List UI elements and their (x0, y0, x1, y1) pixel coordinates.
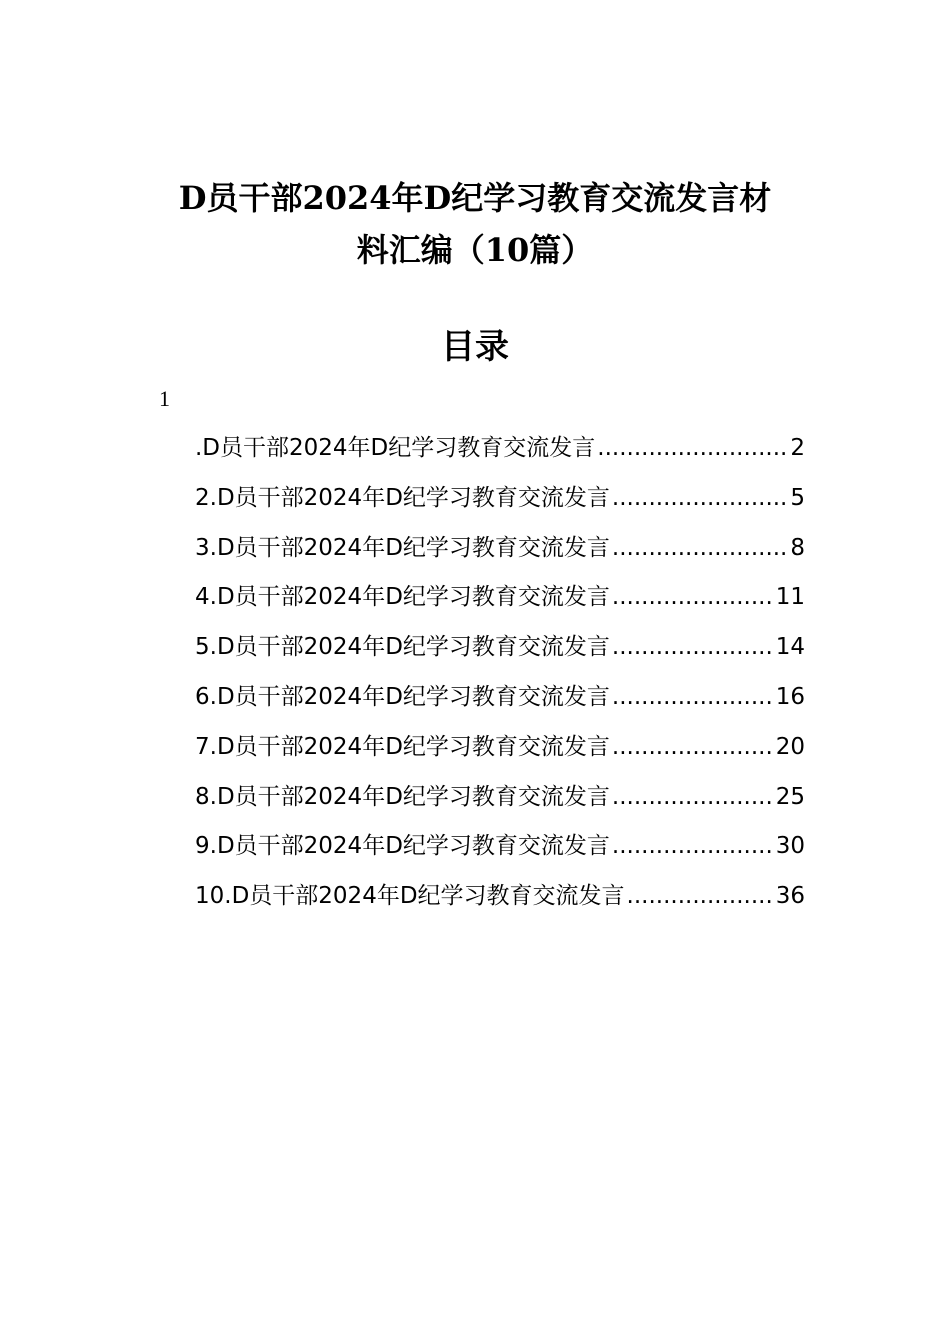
toc-dot-leader (612, 822, 774, 872)
toc-entry-4[interactable] (195, 573, 805, 623)
toc-page-number: 16 (775, 683, 805, 710)
toc-entry-title: 6.D员干部2024年D纪学习教育交流发言 (195, 683, 610, 710)
toc-entry-5[interactable] (195, 623, 805, 673)
toc-entry-9[interactable] (195, 822, 805, 872)
toc-dot-leader (612, 573, 774, 623)
toc-entry-title: 5.D员干部2024年D纪学习教育交流发言 (195, 634, 610, 661)
table-of-contents (195, 424, 805, 922)
toc-entry-7[interactable] (195, 723, 805, 773)
toc-entry-title: 3.D员干部2024年D纪学习教育交流发言 (195, 534, 610, 561)
toc-stray-number: 1 (159, 386, 170, 411)
toc-entry-title: 4.D员干部2024年D纪学习教育交流发言 (195, 584, 610, 611)
toc-page-number: 8 (790, 534, 805, 561)
toc-page-number: 5 (790, 484, 805, 511)
toc-entry-2[interactable] (195, 474, 805, 524)
toc-page-number: 20 (775, 733, 805, 760)
toc-page-number: 25 (775, 783, 805, 810)
document-title (100, 172, 850, 276)
toc-page-number: 2 (790, 435, 805, 461)
toc-page-number: 36 (775, 883, 805, 910)
toc-entry-title: 8.D员干部2024年D纪学习教育交流发言 (195, 783, 610, 810)
toc-dot-leader (597, 424, 788, 474)
toc-entry-title: 9.D员干部2024年D纪学习教育交流发言 (195, 833, 610, 860)
toc-entry-6[interactable] (195, 673, 805, 723)
toc-entry-title: .D员干部2024年D纪学习教育交流发言 (195, 435, 596, 461)
toc-page-number: 11 (775, 584, 805, 611)
toc-entry-title: 10.D员干部2024年D纪学习教育交流发言 (195, 883, 625, 910)
document-title-line-2: 料汇编（10篇） (356, 231, 594, 269)
toc-entry-title: 2.D员干部2024年D纪学习教育交流发言 (195, 484, 610, 511)
toc-dot-leader (612, 474, 788, 524)
toc-entry-title: 7.D员干部2024年D纪学习教育交流发言 (195, 733, 610, 760)
document-title-line-1: D员干部2024年D纪学习教育交流发言材 (178, 179, 772, 217)
toc-dot-leader (612, 773, 774, 823)
toc-dot-leader (627, 872, 774, 922)
toc-entry-10[interactable] (195, 872, 805, 922)
toc-heading: 目录 (441, 327, 509, 367)
toc-page-number: 30 (775, 833, 805, 860)
toc-dot-leader (612, 673, 774, 723)
toc-page-number: 14 (775, 634, 805, 661)
toc-dot-leader (612, 723, 774, 773)
toc-dot-leader (612, 524, 788, 574)
toc-dot-leader (612, 623, 774, 673)
toc-entry-8[interactable] (195, 773, 805, 823)
toc-entry-3[interactable] (195, 524, 805, 574)
toc-entry-1[interactable] (195, 424, 805, 474)
